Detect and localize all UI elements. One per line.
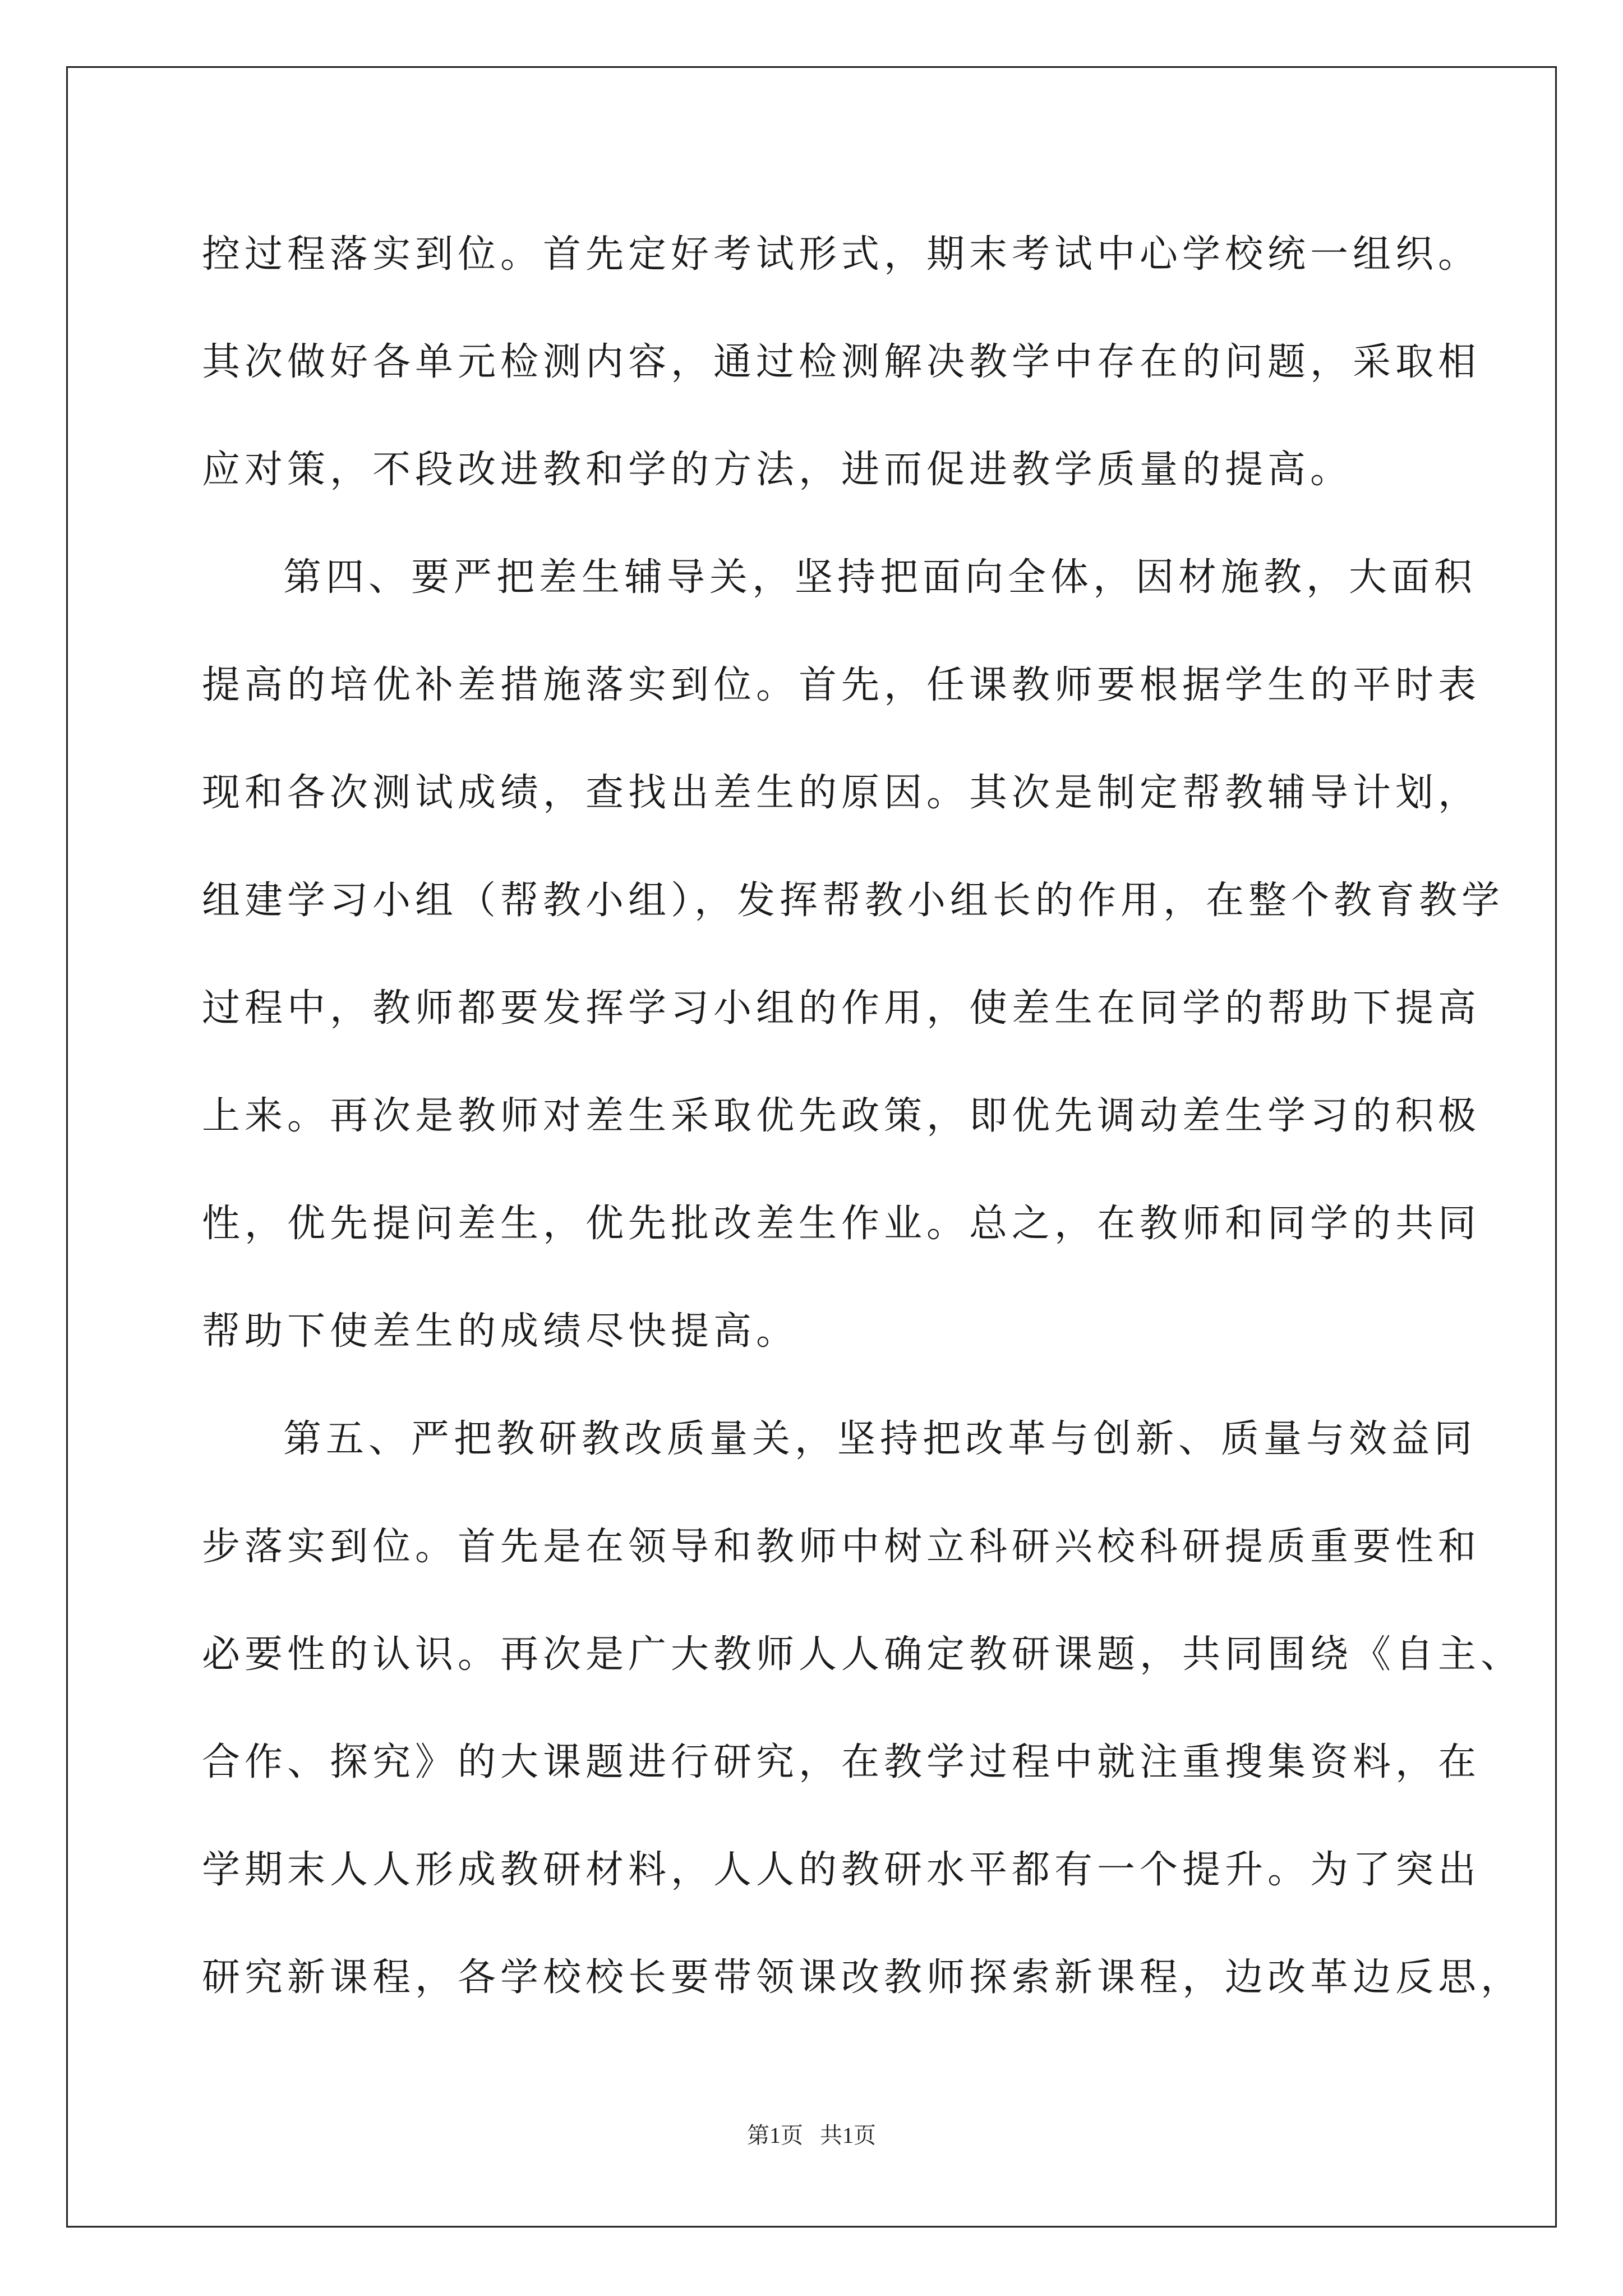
text-line: 性，优先提问差生，优先批改差生作业。总之，在教师和同学的共同 (202, 1202, 1481, 1246)
text-line: 合作、探究》的大课题进行研究，在教学过程中就注重搜集资料，在 (202, 1740, 1481, 1784)
text-line: 其次做好各单元检测内容，通过检测解决教学中存在的问题，采取相 (202, 340, 1481, 384)
text-line: 提高的培优补差措施落实到位。首先，任课教师要根据学生的平时表 (202, 663, 1481, 707)
text-line: 步落实到位。首先是在领导和教师中树立科研兴校科研提质重要性和 (202, 1525, 1481, 1569)
paragraph-first-line: 第四、要严把差生辅导关，坚持把面向全体，因材施教，大面积 (283, 555, 1477, 600)
text-line: 研究新课程，各学校校长要带领课改教师探索新课程，边改革边反思， (202, 1955, 1524, 2000)
text-line: 现和各次测试成绩，查找出差生的原因。其次是制定帮教辅导计划， (202, 771, 1481, 815)
text-line: 帮助下使差生的成绩尽快提高。 (202, 1309, 799, 1354)
text-line: 控过程落实到位。首先定好考试形式，期末考试中心学校统一组织。 (202, 232, 1481, 277)
text-line: 组建学习小组（帮教小组），发挥帮教小组长的作用，在整个教育教学 (202, 878, 1505, 923)
text-line: 上来。再次是教师对差生采取优先政策，即优先调动差生学习的积极 (202, 1094, 1481, 1138)
paragraph-first-line: 第五、严把教研教改质量关，坚持把改革与创新、质量与效益同 (283, 1417, 1477, 1461)
page-footer (0, 2118, 1623, 2150)
text-line: 过程中，教师都要发挥学习小组的作用，使差生在同学的帮助下提高 (202, 986, 1481, 1030)
text-line: 学期末人人形成教研材料，人人的教研水平都有一个提升。为了突出 (202, 1848, 1481, 1892)
document-body (202, 201, 1524, 2032)
text-line: 必要性的认识。再次是广大教师人人确定教研课题，共同围绕《自主、 (202, 1632, 1524, 1677)
text-line: 应对策，不段改进教和学的方法，进而促进教学质量的提高。 (202, 448, 1353, 492)
page-number: 第1页 共1页 (747, 2123, 876, 2148)
